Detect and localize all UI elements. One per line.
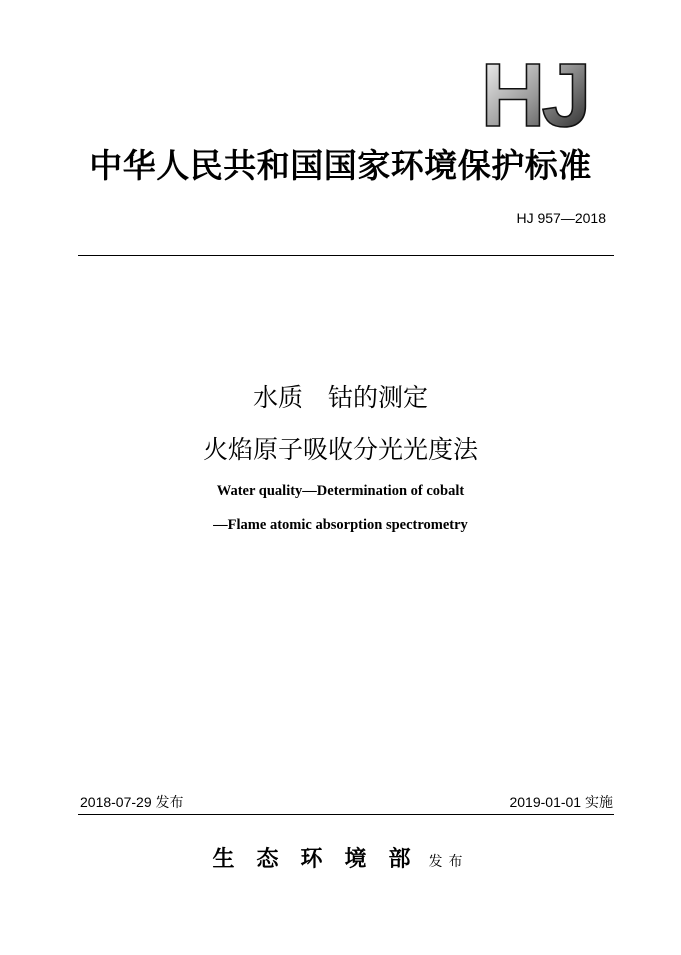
hj-logo-text: HJ: [480, 56, 588, 130]
title-en-line2: —Flame atomic absorption spectrometry: [213, 517, 468, 533]
title-cn-line1: 水质 钴的测定: [252, 383, 428, 412]
standard-code: HJ 957—2018: [516, 210, 606, 226]
hj-logo: [466, 56, 602, 130]
header-divider: [78, 255, 614, 256]
issuer-name: 生态环境部: [212, 846, 433, 872]
issuer-line: [0, 842, 681, 873]
title-en-line1: Water quality—Determination of cobalt: [216, 483, 465, 499]
standard-organization: 中华人民共和国国家环境保护标准: [89, 146, 592, 185]
title-cn-line2: 火焰原子吸收分光光度法: [202, 435, 478, 464]
issue-date: 2018-07-29 发布: [80, 794, 184, 810]
issuer-verb: 发布: [428, 854, 469, 870]
footer-divider: [78, 814, 614, 815]
implementation-date: 2019-01-01 实施: [509, 794, 613, 810]
